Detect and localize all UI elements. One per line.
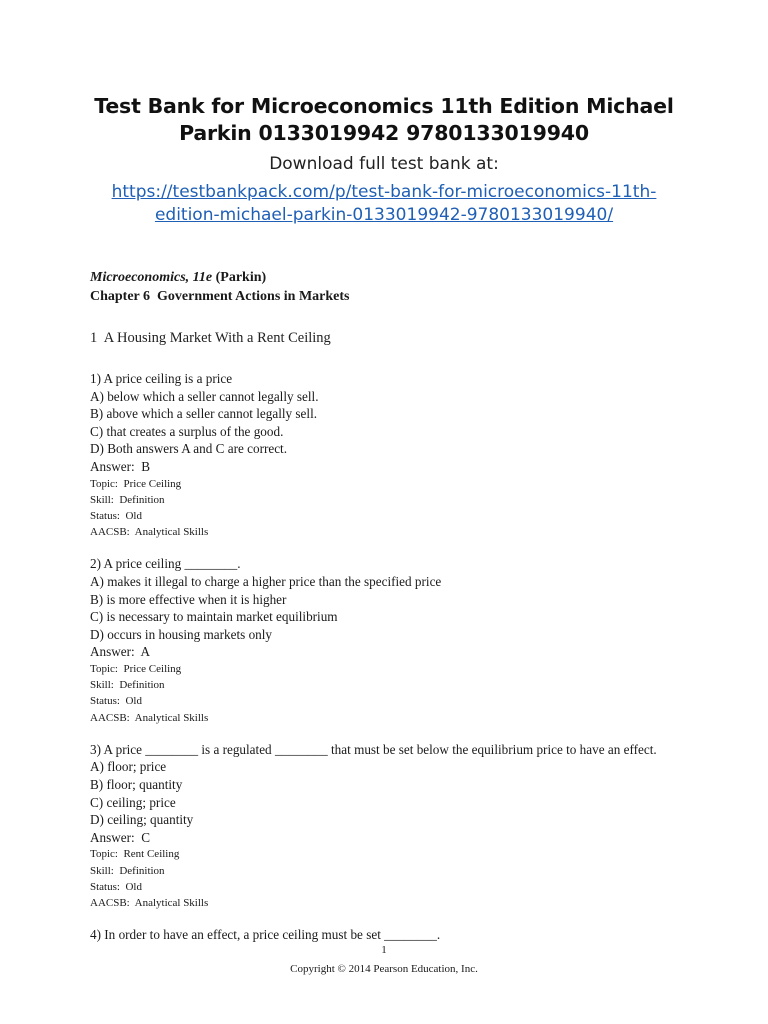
copyright-notice: Copyright © 2014 Pearson Education, Inc. [290, 963, 478, 975]
link-line-2[interactable]: edition-michael-parkin-0133019942-9780133019940/ [154, 205, 614, 225]
question-list [90, 370, 690, 959]
option-a: A) makes it illegal to charge a higher price than the specified price [90, 573, 442, 589]
option-d: D) Both answers A and C are correct. [90, 441, 288, 457]
option-a: A) floor; price [90, 759, 167, 775]
question-3 [90, 741, 690, 911]
question-1 [90, 370, 690, 540]
section-heading: 1 A Housing Market With a Rent Ceiling [90, 330, 331, 346]
question-stem: 1) A price ceiling is a price [90, 371, 233, 386]
book-info [90, 268, 350, 306]
book-title [90, 268, 350, 287]
question-stem: 2) A price ceiling ________. [90, 556, 241, 572]
answer: Answer: A [90, 644, 151, 660]
option-d: D) ceiling; quantity [90, 812, 194, 828]
question-stem: 3) A price ________ is a regulated ________ that must be set below the equilibrium price to have an effect. [90, 741, 657, 757]
status: Status: Old [90, 695, 142, 708]
document-title [0, 93, 768, 147]
skill: Skill: Definition [90, 864, 165, 877]
aacsb: AACSB: Analytical Skills [90, 711, 209, 724]
book-author: (Parkin) [212, 270, 267, 285]
page-number: 1 [381, 944, 387, 956]
status: Status: Old [90, 880, 142, 893]
status: Status: Old [90, 509, 142, 522]
option-b: B) floor; quantity [90, 776, 183, 792]
option-b: B) is more effective when it is higher [90, 591, 287, 607]
topic: Topic: Rent Ceiling [90, 848, 180, 861]
document-header [0, 93, 768, 227]
question-2 [90, 555, 690, 725]
book-title-italic: Microeconomics, 11e [90, 270, 213, 285]
question-4 [90, 926, 690, 944]
option-c: C) that creates a surplus of the good. [90, 423, 284, 439]
download-text: Download full test bank at: [269, 154, 499, 174]
option-a: A) below which a seller cannot legally sell. [90, 388, 319, 404]
title-line-2: Parkin 0133019942 9780133019940 [179, 121, 589, 145]
chapter-title: Chapter 6 Government Actions in Markets [90, 289, 350, 304]
title-line-1: Test Bank for Microeconomics 11th Edition Michael [94, 94, 674, 118]
aacsb: AACSB: Analytical Skills [90, 526, 209, 539]
aacsb: AACSB: Analytical Skills [90, 896, 209, 909]
link-line-1[interactable]: https://testbankpack.com/p/test-bank-for-microeconomics-11th- [111, 182, 657, 202]
option-b: B) above which a seller cannot legally sell. [90, 406, 318, 422]
option-d: D) occurs in housing markets only [90, 626, 273, 642]
skill: Skill: Definition [90, 679, 165, 692]
topic: Topic: Price Ceiling [90, 662, 182, 675]
skill: Skill: Definition [90, 493, 165, 506]
download-link[interactable] [84, 181, 684, 227]
topic: Topic: Price Ceiling [90, 477, 182, 490]
answer: Answer: B [90, 458, 151, 474]
question-stem: 4) In order to have an effect, a price ceiling must be set ________. [90, 927, 441, 943]
option-c: C) is necessary to maintain market equilibrium [90, 609, 338, 625]
answer: Answer: C [90, 829, 151, 845]
option-c: C) ceiling; price [90, 794, 176, 810]
